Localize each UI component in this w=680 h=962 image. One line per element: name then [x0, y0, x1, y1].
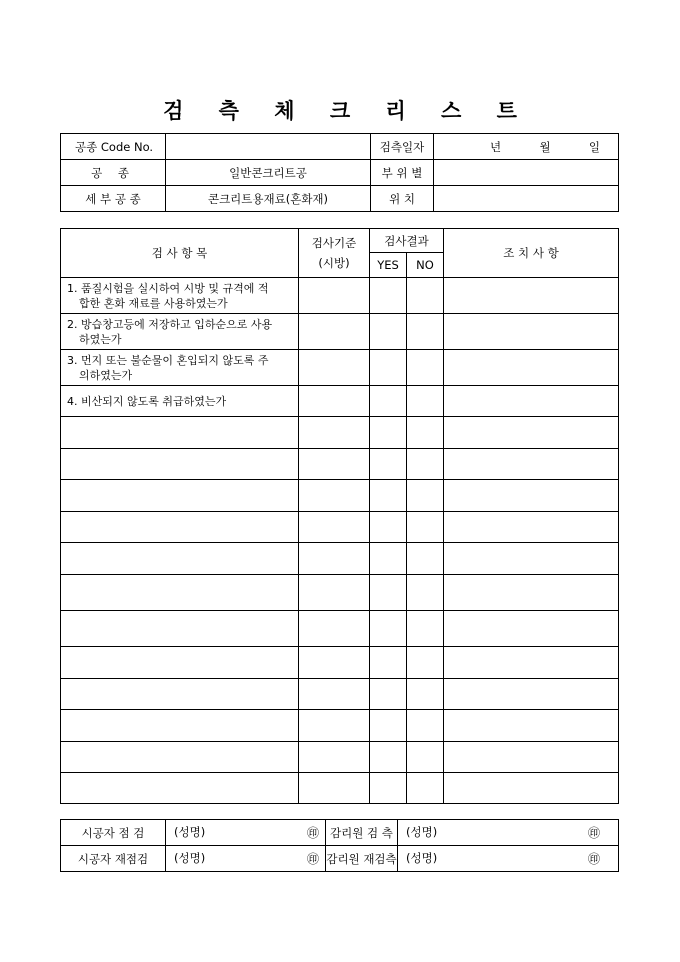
no-cell[interactable] [407, 512, 444, 543]
no-cell[interactable] [407, 710, 444, 742]
empty-row [61, 449, 619, 480]
supervisor-check-label: 감리원 검 측 [326, 820, 398, 846]
empty-row [61, 512, 619, 543]
no-cell[interactable] [407, 679, 444, 710]
work-type-label: 공 종 [61, 160, 166, 186]
work-type-value: 일반콘크리트공 [166, 160, 371, 186]
standard-cell[interactable] [299, 512, 370, 543]
seal-icon: ㊞ [587, 826, 600, 840]
item-cell[interactable] [61, 543, 299, 575]
yes-cell[interactable] [370, 710, 407, 742]
empty-row [61, 742, 619, 773]
empty-row [61, 647, 619, 679]
item-cell[interactable] [61, 611, 299, 647]
yes-cell[interactable] [370, 314, 407, 350]
action-cell[interactable] [444, 417, 619, 449]
checklist-item: 2. 방습창고등에 저장하고 입하순으로 사용 하였는가 [61, 314, 299, 350]
no-cell[interactable] [407, 575, 444, 611]
action-cell[interactable] [444, 350, 619, 386]
checklist-item: 4. 비산되지 않도록 취급하였는가 [61, 386, 299, 417]
standard-cell[interactable] [299, 417, 370, 449]
standard-cell[interactable] [299, 611, 370, 647]
action-cell[interactable] [444, 449, 619, 480]
standard-cell[interactable] [299, 449, 370, 480]
action-cell[interactable] [444, 742, 619, 773]
action-cell[interactable] [444, 543, 619, 575]
info-row-work-type [61, 160, 619, 186]
standard-cell[interactable] [299, 350, 370, 386]
checklist-row [61, 278, 619, 314]
action-cell[interactable] [444, 480, 619, 512]
item-cell[interactable] [61, 480, 299, 512]
empty-row [61, 773, 619, 804]
no-cell[interactable] [407, 350, 444, 386]
standard-cell[interactable] [299, 480, 370, 512]
month-label: 월 [539, 139, 551, 154]
item-cell[interactable] [61, 773, 299, 804]
signature-row-reinspection [61, 846, 619, 872]
standard-cell[interactable] [299, 575, 370, 611]
yes-cell[interactable] [370, 350, 407, 386]
yes-cell[interactable] [370, 647, 407, 679]
info-row-code [61, 134, 619, 160]
standard-cell[interactable] [299, 647, 370, 679]
action-cell[interactable] [444, 773, 619, 804]
yes-cell[interactable] [370, 773, 407, 804]
seal-icon: ㊞ [306, 826, 319, 840]
signature-row-inspection [61, 820, 619, 846]
standard-cell[interactable] [299, 742, 370, 773]
part-label: 부 위 별 [371, 160, 434, 186]
col-action-header: 조 치 사 항 [444, 229, 619, 278]
yes-cell[interactable] [370, 417, 407, 449]
no-cell[interactable] [407, 773, 444, 804]
action-cell[interactable] [444, 679, 619, 710]
action-cell[interactable] [444, 575, 619, 611]
item-cell[interactable] [61, 710, 299, 742]
work-code-value[interactable] [166, 134, 371, 160]
seal-icon: ㊞ [306, 852, 319, 866]
item-cell[interactable] [61, 449, 299, 480]
checklist-item: 1. 품질시험을 실시하여 시방 및 규격에 적 합한 혼화 재료를 사용하였는가 [61, 278, 299, 314]
part-value[interactable] [434, 160, 619, 186]
item-cell[interactable] [61, 512, 299, 543]
yes-cell[interactable] [370, 543, 407, 575]
seal-icon: ㊞ [587, 852, 600, 866]
checklist-row [61, 350, 619, 386]
checklist-item: 3. 먼지 또는 불순물이 혼입되지 않도록 주 의하였는가 [61, 350, 299, 386]
yes-cell[interactable] [370, 742, 407, 773]
item-cell[interactable] [61, 417, 299, 449]
inspection-date-value[interactable] [434, 134, 619, 160]
item-cell[interactable] [61, 647, 299, 679]
info-table [60, 133, 619, 212]
standard-cell[interactable] [299, 773, 370, 804]
checklist-header-row [61, 229, 619, 253]
signature-table [60, 819, 619, 872]
checklist-table [60, 228, 619, 804]
item-cell[interactable] [61, 575, 299, 611]
standard-cell[interactable] [299, 278, 370, 314]
col-no-header: NO [407, 253, 444, 278]
col-result-header: 검사결과 [370, 229, 444, 253]
year-label: 년 [490, 139, 502, 154]
col-yes-header: YES [370, 253, 407, 278]
no-cell[interactable] [407, 647, 444, 679]
action-cell[interactable] [444, 647, 619, 679]
no-cell[interactable] [407, 278, 444, 314]
checklist-row [61, 386, 619, 417]
standard-cell[interactable] [299, 679, 370, 710]
standard-cell[interactable] [299, 386, 370, 417]
supervisor-recheck-label: 감리원 재검측 [326, 846, 398, 872]
yes-cell[interactable] [370, 512, 407, 543]
contractor-check-label: 시공자 점 검 [61, 820, 166, 846]
standard-cell[interactable] [299, 543, 370, 575]
supervisor-recheck-name[interactable]: (성명) ㊞ [398, 846, 619, 872]
yes-cell[interactable] [370, 449, 407, 480]
empty-row [61, 543, 619, 575]
inspection-date-label: 검측일자 [371, 134, 434, 160]
action-cell[interactable] [444, 278, 619, 314]
no-cell[interactable] [407, 386, 444, 417]
work-code-label: 공종 Code No. [61, 134, 166, 160]
yes-cell[interactable] [370, 575, 407, 611]
standard-cell[interactable] [299, 710, 370, 742]
supervisor-check-name[interactable]: (성명) ㊞ [398, 820, 619, 846]
empty-row [61, 575, 619, 611]
detail-type-label: 세 부 공 종 [61, 186, 166, 212]
location-value[interactable] [434, 186, 619, 212]
no-cell[interactable] [407, 543, 444, 575]
action-cell[interactable] [444, 386, 619, 417]
contractor-check-name[interactable]: (성명) ㊞ [166, 820, 326, 846]
yes-cell[interactable] [370, 386, 407, 417]
no-cell[interactable] [407, 480, 444, 512]
action-cell[interactable] [444, 611, 619, 647]
empty-row [61, 679, 619, 710]
action-cell[interactable] [444, 512, 619, 543]
empty-row [61, 480, 619, 512]
no-cell[interactable] [407, 611, 444, 647]
standard-cell[interactable] [299, 314, 370, 350]
contractor-recheck-name[interactable]: (성명) ㊞ [166, 846, 326, 872]
checklist-row [61, 314, 619, 350]
day-label: 일 [588, 139, 600, 154]
no-cell[interactable] [407, 449, 444, 480]
no-cell[interactable] [407, 742, 444, 773]
empty-row [61, 611, 619, 647]
contractor-recheck-label: 시공자 재점검 [61, 846, 166, 872]
item-cell[interactable] [61, 679, 299, 710]
detail-type-value: 콘크리트용재료(혼화재) [166, 186, 371, 212]
item-cell[interactable] [61, 742, 299, 773]
page-title: 검 측 체 크 리 스 트 [163, 98, 531, 123]
empty-row [61, 710, 619, 742]
empty-row [61, 417, 619, 449]
col-item-header: 검 사 항 목 [61, 229, 299, 278]
yes-cell[interactable] [370, 278, 407, 314]
action-cell[interactable] [444, 314, 619, 350]
col-standard-header: 검사기준 (시방) [299, 229, 370, 278]
info-row-detail-type [61, 186, 619, 212]
yes-cell[interactable] [370, 480, 407, 512]
no-cell[interactable] [407, 417, 444, 449]
location-label: 위 치 [371, 186, 434, 212]
no-cell[interactable] [407, 314, 444, 350]
yes-cell[interactable] [370, 679, 407, 710]
action-cell[interactable] [444, 710, 619, 742]
yes-cell[interactable] [370, 611, 407, 647]
